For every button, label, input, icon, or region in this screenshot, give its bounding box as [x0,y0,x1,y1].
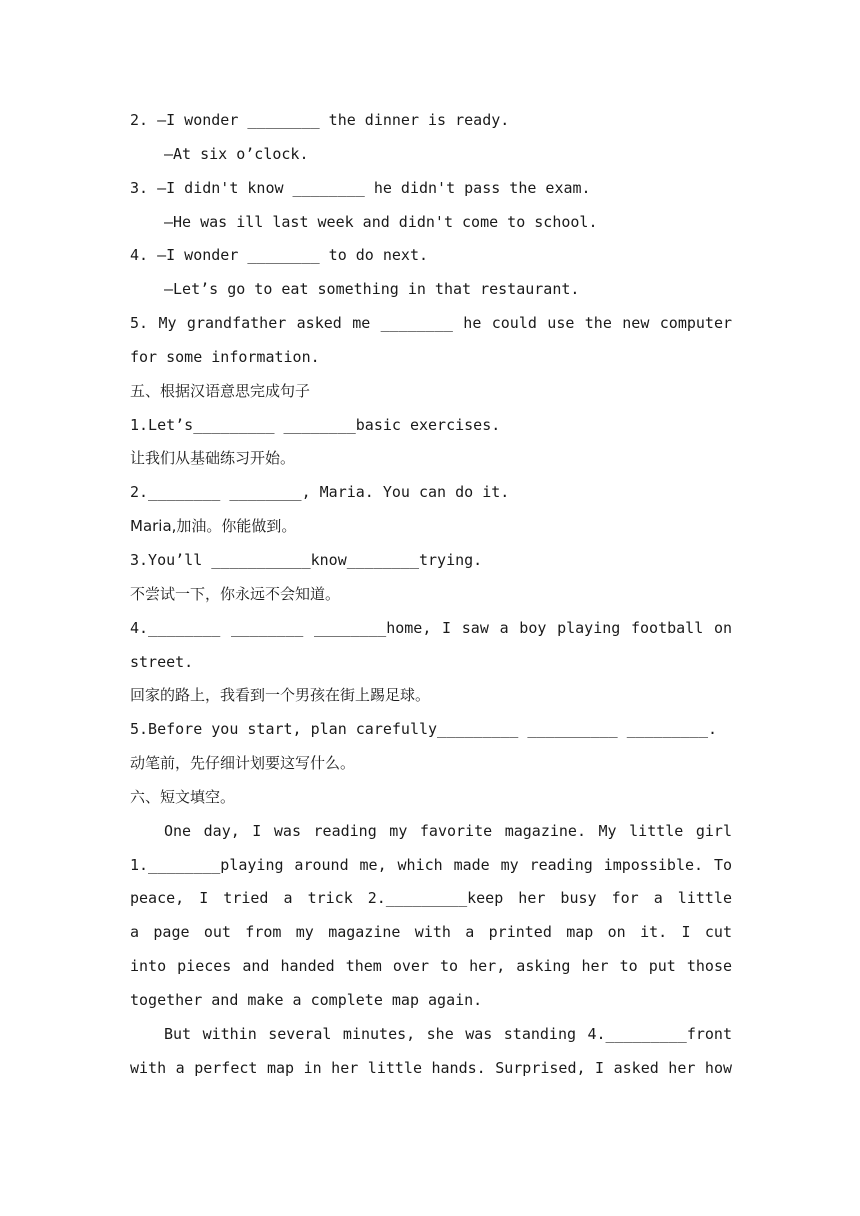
translate-4-english-line-1: 4.________ ________ ________home, I saw a boy playing football on [130,618,732,637]
translate-2-chinese: Maria,加油。你能做到。 [130,517,297,536]
document-page [130,104,732,1085]
passage-line-5: into pieces and handed them over to her, asking her to put those [130,957,732,976]
passage-line-1: One day, I was reading my favorite magazine. My little girl [164,821,732,840]
passage-line-6: together and make a complete map again. [130,990,483,1009]
section-5-heading: 五、根据汉语意思完成句子 [130,381,311,400]
passage-line-3: peace, I tried a trick 2._________keep her busy for a little [130,889,732,908]
passage-line-7: But within several minutes, she was standing 4._________front [164,1024,732,1043]
translate-1-english: 1.Let’s_________ ________basic exercises. [130,415,501,434]
question-5-line-1: 5. My grandfather asked me ________ he could use the new computer [130,314,732,333]
translate-5-chinese: 动笔前，先仔细计划要这写什么。 [130,754,356,773]
translate-4-chinese: 回家的路上，我看到一个男孩在街上踢足球。 [130,686,431,705]
translate-2-english: 2.________ ________, Maria. You can do it. [130,483,510,502]
question-4-prompt: 4. —I wonder ________ to do next. [130,246,429,265]
translate-3-chinese: 不尝试一下，你永远不会知道。 [130,584,341,603]
question-4-answer: —Let’s go to eat something in that restaurant. [164,280,580,299]
question-5-line-2: for some information. [130,347,320,366]
translate-5-english: 5.Before you start, plan carefully_________ __________ _________. [130,720,717,739]
question-2-answer: —At six o’clock. [164,144,309,163]
translate-1-chinese: 让我们从基础练习开始。 [130,449,296,468]
question-3-prompt: 3. —I didn't know ________ he didn't pass the exam. [130,178,591,197]
passage-line-2: 1.________playing around me, which made my reading impossible. To [130,855,732,874]
question-2-prompt: 2. —I wonder ________ the dinner is ready. [130,111,510,129]
section-6-heading: 六、短文填空。 [130,787,236,806]
question-3-answer: —He was ill last week and didn't come to school. [164,212,598,231]
passage-line-4: a page out from my magazine with a printed map on it. I cut [130,923,732,942]
passage-line-8: with a perfect map in her little hands. Surprised, I asked her how [130,1058,732,1077]
translate-3-english: 3.You’ll ___________know________trying. [130,550,483,569]
translate-4-english-line-2: street. [130,652,194,671]
